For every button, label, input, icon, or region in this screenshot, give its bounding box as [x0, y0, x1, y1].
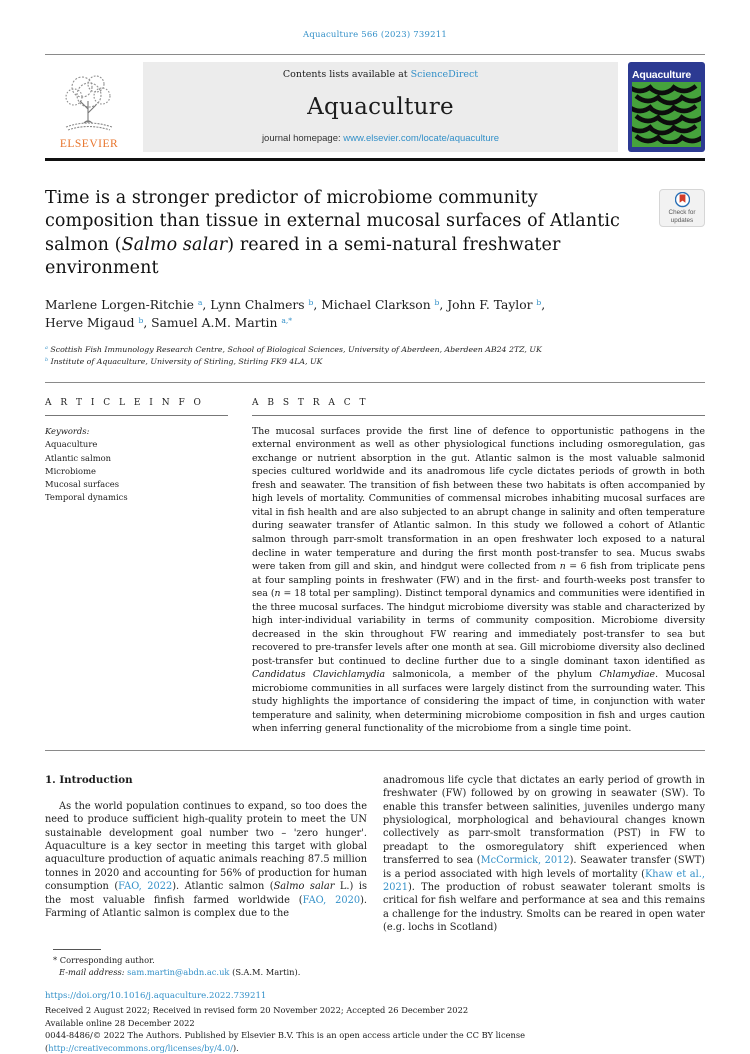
authors-divider — [45, 382, 705, 383]
corresponding-author-footnote — [45, 949, 705, 979]
abstract-divider — [45, 750, 705, 751]
header-thick-rule — [45, 158, 705, 161]
article-info-column — [45, 398, 228, 736]
journal-masthead — [143, 62, 618, 152]
journal-header — [45, 62, 705, 152]
corresponding-author-line: * Corresponding author. — [53, 954, 155, 965]
cover-artwork — [632, 82, 701, 147]
received-dates: Received 2 August 2022; Received in revised form 20 November 2022; Accepted 26 December 2022 — [45, 1005, 469, 1016]
journal-cover-thumbnail[interactable] — [628, 62, 705, 152]
check-for-updates-badge[interactable] — [659, 189, 705, 227]
keyword: Temporal dynamics — [45, 492, 128, 503]
journal-citation-link[interactable]: Aquaculture 566 (2023) 739211 — [303, 30, 447, 40]
homepage-line — [262, 133, 499, 144]
affiliation-b: $^b$ Institute of Aquaculture, University of Stirling, Stirling FK9 4LA, UK — [45, 356, 323, 366]
article-body — [45, 774, 705, 935]
cover-journal-title: Aquaculture — [632, 68, 692, 81]
available-online: Available online 28 December 2022 — [45, 1017, 195, 1028]
keywords-label: Keywords: — [45, 425, 90, 436]
affiliations — [45, 344, 705, 368]
doi-link[interactable]: https://doi.org/10.1016/j.aquaculture.2022.739211 — [45, 991, 267, 1002]
copyright-line: 0044-8486/© 2022 The Authors. Published by Elsevier B.V. This is an open access article under the CC BY license (http://creativecommons.org/licenses/by/4.0/). — [45, 1030, 526, 1053]
intro-paragraph-left: As the world population continues to expand, so too does the need to produce sufficient high-quality protein to meet the UN sustainable development goal number two – 'zero hunger'. Aquaculture is a key sector in meeting this target with global aquaculture production of aquatic animals reaching 87.5 million tonnes in 2020 and accounting for 56% of production for human consumption (FAO, 2022). Atlantic salmon (Salmo salar L.) is the most valuable finfish farmed worldwide (FAO, 2020). Farming of Atlantic salmon is complex due to the — [45, 800, 368, 919]
homepage-prefix: journal homepage: — [261, 133, 344, 144]
contents-line — [283, 69, 478, 80]
article-title: Time is a stronger predictor of microbiome community composition than tissue in external mucosal surfaces of Atlantic salmon (Salmo salar) reared in a semi-natural freshwater environment — [45, 188, 620, 278]
email-line: E-mail address: sam.martin@abdn.ac.uk (S.A.M. Martin). — [59, 967, 301, 978]
authors-line-1: Marlene Lorgen-Ritchie $^a$, Lynn Chalmers $^b$, Michael Clarkson $^b$, John F. Taylor $^b$, — [45, 298, 546, 313]
column-gap — [367, 774, 383, 935]
keyword: Mucosal surfaces — [45, 479, 120, 490]
authors-line-2: Herve Migaud $^b$, Samuel A.M. Martin $^{a,*}$ — [45, 315, 293, 330]
abstract-rule — [252, 415, 705, 416]
elsevier-tree-icon — [58, 71, 120, 137]
abstract-text: The mucosal surfaces provide the first line of defence to opportunistic pathogens in the external environment as well as other physiological functions including osmoregulation, gas exchange or nutrient absorption in the gut. Atlantic salmon is the most valuable salmonid species cultured worldwide and its anadromous life cycle dictates periods of growth in both fresh and seawater. The transition of fish between these two habitats is often accompanied by high levels of mortality. Communities of commensal microbes inhabiting mucosal surfaces are vital in fish health and are also subjected to an abrupt change in salinity and often temperature during seawater transfer of Atlantic salmon. In this study we followed a cohort of Atlantic salmon through parr-smolt transformation in an open freshwater loch exposed to a natural decline in water temperature and during the first month post-transfer to sea. Mucus swabs were taken from gill and skin, and hindgut were collected from n = 6 fish from triplicate pens at four sampling points in freshwater (FW) and in the first- and fourth-weeks post transfer to sea (n = 18 total per sampling). Distinct temporal dynamics and communities were identified in the three mucosal surfaces. The hindgut microbiome diversity was stable and characterized by high inter-individual variability in terms of community composition. Microbiome diversity decreased in the skin throughout FW rearing and immediately post-transfer to sea but recovered to pre-transfer levels after one month at sea. Gill microbiome diversity also declined post-transfer but continued to decline further due to a single dominant taxon identified as Candidatus Clavichlamydia salmonicola, a member of the phylum Chlamydiae. Mucosal microbiome communities in all surfaces were largely distinct from the surrounding water. This study highlights the importance of considering the impact of time, in conjunction with water temperature and salinity, when determining microbiome composition in fish and urges caution when inferring general functionality of the microbiome from a single time point. — [252, 425, 705, 735]
left-column — [45, 774, 367, 935]
crossmark-icon — [675, 192, 690, 209]
sciencedirect-link[interactable]: ScienceDirect — [410, 69, 479, 80]
article-info-rule — [45, 415, 228, 416]
elsevier-wordmark: ELSEVIER — [59, 138, 119, 150]
contents-prefix: Contents lists available at — [282, 69, 411, 80]
title-block — [45, 187, 705, 280]
badge-label: Check for updates — [668, 209, 696, 224]
keyword: Aquaculture — [45, 439, 98, 450]
footnote-rule — [53, 949, 101, 950]
keyword: Microbiome — [45, 465, 96, 476]
info-abstract-section — [45, 398, 705, 736]
abstract-column — [252, 398, 705, 736]
affiliation-a: $^a$ Scottish Fish Immunology Research Centre, School of Biological Sciences, University of Aberdeen, Aberdeen AB24 2TZ, UK — [45, 344, 542, 354]
introduction-heading: 1. Introduction — [45, 773, 133, 786]
journal-title: Aquaculture — [307, 93, 454, 120]
intro-paragraph-right: anadromous life cycle that dictates an early period of growth in freshwater (FW) followed by on growing in seawater (SW). To enable this transfer between salinities, juveniles undergo many physiological, morphological and behavioural changes known collectively as parr-smolt transformation (PST) in FW to preadapt to the osmoregulatory shift experienced when transferred to sea (McCormick, 2012). Seawater transfer (SWT) is a period associated with high levels of mortality (Khaw et al., 2021). The production of robust seawater tolerant smolts is critical for fish welfare and performance at sea and this remains a challenge for the industry. Smolts can be reared in open water (e.g. lochs in Scotland) — [383, 774, 705, 934]
abstract-heading: A B S T R A C T — [252, 397, 369, 408]
elsevier-logo — [45, 62, 133, 152]
top-divider — [45, 54, 705, 55]
journal-homepage-link[interactable]: www.elsevier.com/locate/aquaculture — [343, 133, 500, 144]
keyword: Atlantic salmon — [45, 452, 112, 463]
article-footer — [45, 991, 705, 1054]
author-list — [45, 297, 705, 333]
right-column — [383, 774, 705, 935]
article-info-heading: A R T I C L E I N F O — [45, 397, 204, 408]
